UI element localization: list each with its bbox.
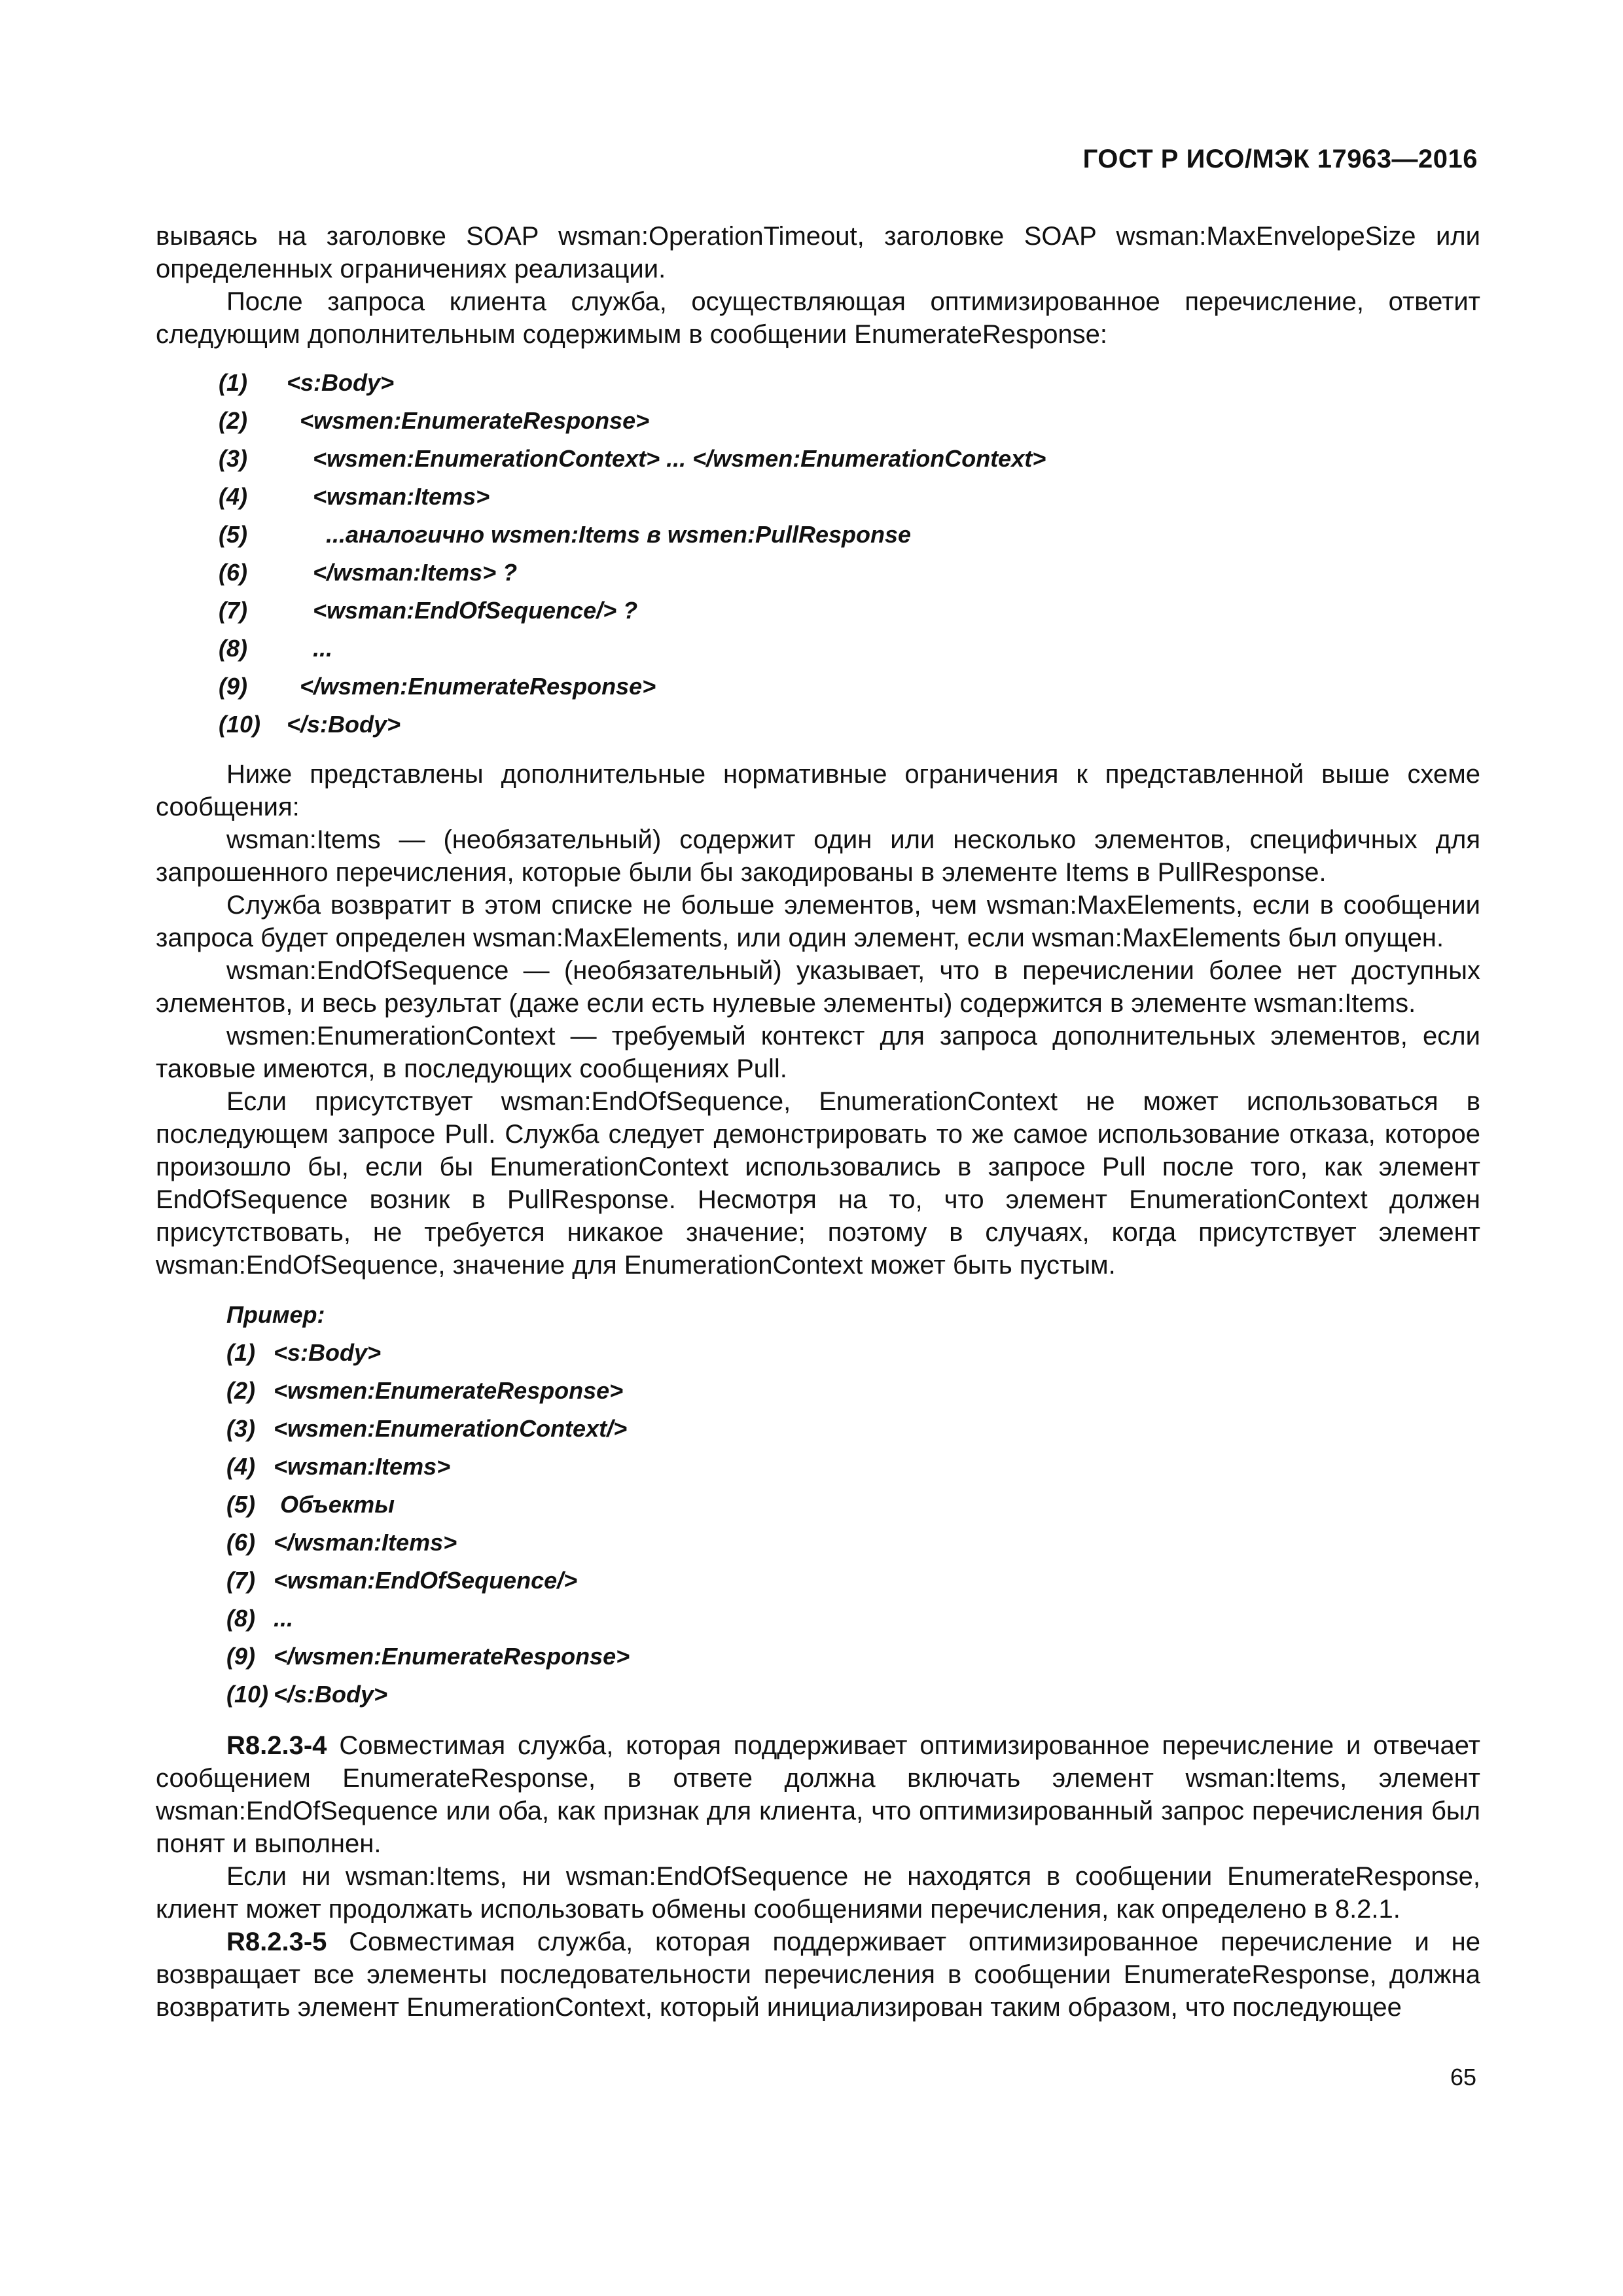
requirement-r8-2-3-5 <box>156 1926 1480 2024</box>
example-line <box>156 1562 1480 1600</box>
paragraph-end-of-sequence: wsman:EndOfSequence — (необязательный) указывает, что в перечислении более нет доступных элементов, и весь результат (даже если есть нулевые элементы) содержится в элементе wsman:Items. <box>156 956 1480 1018</box>
requirement-id: R8.2.3-5 <box>226 1928 327 1956</box>
code-block-enumerate-response <box>156 364 1480 744</box>
standard-header: ГОСТ Р ИСО/МЭК 17963—2016 <box>1082 145 1478 173</box>
example-line-number: (1) <box>226 1339 255 1366</box>
example-line-text: <wsman:EndOfSequence/> <box>274 1567 578 1594</box>
example-line-number: (5) <box>226 1491 255 1518</box>
example-line-text: </wsmen:EnumerateResponse> <box>274 1643 630 1670</box>
example-line-number: (6) <box>226 1529 255 1556</box>
paragraph-constraints-intro: Ниже представлены дополнительные нормативные ограничения к представленной выше схеме сообщения: <box>156 760 1480 821</box>
requirement-r8-2-3-4 <box>156 1729 1480 1860</box>
code-line-text: <wsman:Items> <box>287 483 490 510</box>
paragraph-items-definition: wsman:Items — (необязательный) содержит один или несколько элементов, специфичных для запрошенного перечисления, которые были бы закодированы в элементе Items в PullResponse. <box>156 825 1480 887</box>
example-line <box>156 1638 1480 1676</box>
example-line-number: (2) <box>226 1377 255 1404</box>
code-line-number: (5) <box>219 521 247 548</box>
example-block <box>156 1296 1480 1713</box>
page-content <box>156 220 1480 2024</box>
example-line <box>156 1334 1480 1372</box>
code-line-text: </s:Body> <box>287 711 401 738</box>
code-line-number: (7) <box>219 597 247 624</box>
code-line-text: ...аналогично wsmen:Items в wsmen:PullResponse <box>287 521 911 548</box>
requirement-text: Совместимая служба, которая поддерживает оптимизированное перечисление и отвечает сообщением EnumerateResponse, в ответе должна включать элемент wsman:Items, элемент wsman:EndOfSequence или оба, как признак для клиента, что оптимизированный запрос перечисления был понят и выполнен. <box>156 1731 1480 1858</box>
example-line-text: <wsmen:EnumerateResponse> <box>274 1377 624 1404</box>
code-line-number: (6) <box>219 559 247 586</box>
code-line <box>156 554 1480 592</box>
code-line-text: <wsmen:EnumerateResponse> <box>287 407 650 434</box>
code-line-number: (8) <box>219 635 247 662</box>
code-line <box>156 668 1480 706</box>
code-line-text: ... <box>287 635 333 662</box>
example-line-text: ... <box>274 1605 294 1632</box>
example-line-text: </wsman:Items> <box>274 1529 457 1556</box>
code-line-text: </wsmen:EnumerateResponse> <box>287 673 656 700</box>
code-line <box>156 516 1480 554</box>
code-line <box>156 706 1480 744</box>
example-line <box>156 1600 1480 1638</box>
code-line <box>156 478 1480 516</box>
example-line-number: (10) <box>226 1681 269 1708</box>
code-line <box>156 402 1480 440</box>
example-line-number: (4) <box>226 1453 255 1480</box>
code-line-number: (2) <box>219 407 247 434</box>
page-number: 65 <box>1450 2064 1476 2090</box>
code-line-text: <wsman:EndOfSequence/> ? <box>287 597 638 624</box>
example-line-number: (9) <box>226 1643 255 1670</box>
example-title: Пример: <box>226 1301 325 1328</box>
paragraph-end-of-sequence-rules: Если присутствует wsman:EndOfSequence, EnumerationContext не может использоваться в последующем запросе Pull. Служба следует демонстрировать то же самое использование отказа, которое произошло бы, если бы EnumerationContext использовались в запросе Pull после того, как элемент EndOfSequence возник в PullResponse. Несмотря на то, что элемент EnumerationContext должен присутствовать, не требуется никакое значение; поэтому в случаях, когда присутствует элемент wsman:EndOfSequence, значение для EnumerationContext может быть пустым. <box>156 1087 1480 1280</box>
example-line <box>156 1410 1480 1448</box>
code-line-text: <wsmen:EnumerationContext> ... </wsmen:EnumerationContext> <box>287 445 1046 472</box>
example-line-text: <wsmen:EnumerationContext/> <box>274 1415 628 1442</box>
example-line-number: (8) <box>226 1605 255 1632</box>
example-line-text: <wsman:Items> <box>274 1453 451 1480</box>
example-line <box>156 1676 1480 1713</box>
code-line-number: (9) <box>219 673 247 700</box>
example-line-number: (3) <box>226 1415 255 1442</box>
requirement-text: Совместимая служба, которая поддерживает оптимизированное перечисление и не возвращает все элементы последовательности перечисления в сообщении EnumerateResponse, должна возвратить элемент EnumerationContext, который инициализирован таким образом, что последующее <box>156 1928 1480 2022</box>
example-line-number: (7) <box>226 1567 255 1594</box>
code-line-number: (1) <box>219 369 247 396</box>
example-line-text: Объекты <box>274 1491 395 1518</box>
paragraph-response-intro: После запроса клиента служба, осуществляющая оптимизированное перечисление, ответит следующим дополнительным содержимым в сообщении EnumerateResponse: <box>156 287 1480 349</box>
requirement-id: R8.2.3-4 <box>226 1731 327 1760</box>
example-line <box>156 1486 1480 1524</box>
paragraph-continuation: вываясь на заголовке SOAP wsman:OperationTimeout, заголовке SOAP wsman:MaxEnvelopeSize или определенных ограничениях реализации. <box>156 222 1480 283</box>
code-line <box>156 592 1480 630</box>
code-line <box>156 630 1480 668</box>
code-line-text: <s:Body> <box>287 369 395 396</box>
example-line <box>156 1448 1480 1486</box>
example-line-text: </s:Body> <box>274 1681 388 1708</box>
code-line <box>156 364 1480 402</box>
code-line-number: (4) <box>219 483 247 510</box>
example-line-text: <s:Body> <box>274 1339 382 1366</box>
example-line <box>156 1524 1480 1562</box>
code-line-number: (10) <box>219 711 261 738</box>
code-line <box>156 440 1480 478</box>
paragraph-max-elements: Служба возвратит в этом списке не больше элементов, чем wsman:MaxElements, если в сообщении запроса будет определен wsman:MaxElements, или один элемент, если wsman:MaxElements был опущен. <box>156 891 1480 952</box>
paragraph-enumeration-context: wsmen:EnumerationContext — требуемый контекст для запроса дополнительных элементов, если таковые имеются, в последующих сообщениях Pull. <box>156 1022 1480 1083</box>
paragraph-fallback-exchange: Если ни wsman:Items, ни wsman:EndOfSequence не находятся в сообщении EnumerateResponse, клиент может продолжать использовать обмены сообщениями перечисления, как определено в 8.2.1. <box>156 1862 1480 1924</box>
code-line-text: </wsman:Items> ? <box>287 559 518 586</box>
code-line-number: (3) <box>219 445 247 472</box>
example-line <box>156 1372 1480 1410</box>
